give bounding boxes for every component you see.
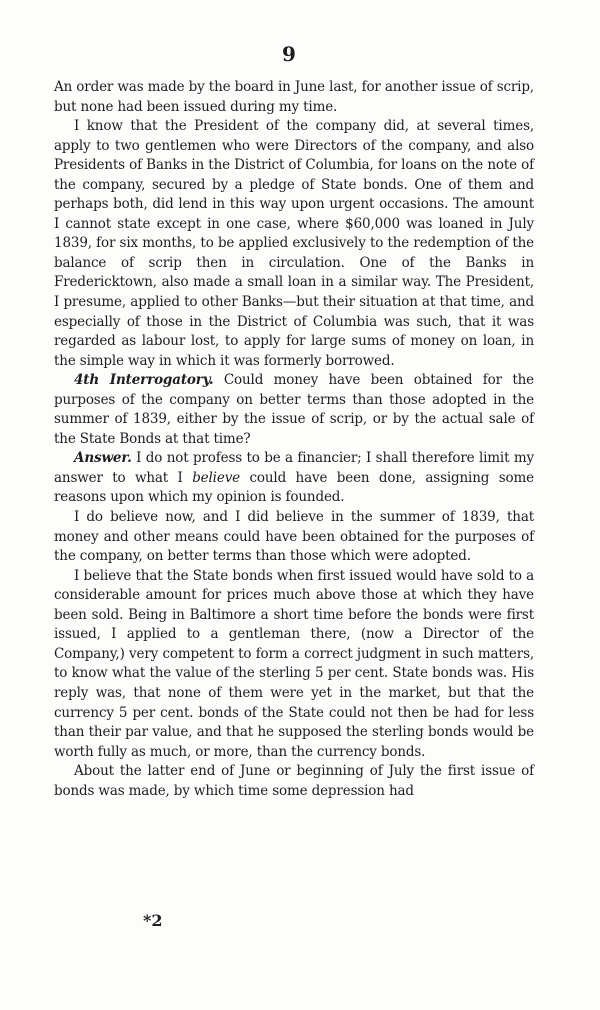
signature-mark: *2 (143, 911, 163, 930)
paragraph-text: I know that the President of the company did, at several times, apply to two gentlemen who were Directors of the company, and also Presidents of Banks in the District of Columbia, for loans on the note of the company, secured by a pledge of State bonds. One of them and perhaps both, did lend in this way upon urgent occasions. The amount I cannot state except in one case, where $60,000 was loaned in July 1839, for six months, to be applied exclusively to the redemption of the balance of scrip then in circulation. One of the Banks in Fredericktown, also made a small loan in a similar way. The President, I presume, applied to other Banks—but their situation at that time, and especially of those in the District of Columbia was such, that it was regarded as labour lost, to apply for large sums of money on loan, in the simple way in which it was formerly borrowed. (54, 118, 534, 369)
paragraph-text: I do not profess to be a financier; I shall therefore limit my answer to what I (54, 450, 534, 486)
paragraph-loans-on-note (54, 117, 534, 371)
paragraph-text: Could money have been obtained for the purposes of the company on better terms than those adopted in the summer of 1839, either by the issue of scrip, or by the actual sale of the State Bonds at that time? (54, 372, 534, 447)
paragraph-text: I do believe now, and I did believe in the summer of 1839, that money and other means could have been obtained for the purposes of the company, on better terms than those which were adopted. (54, 509, 534, 565)
paragraph-first-issue (54, 762, 534, 801)
paragraph-fourth-interrogatory (54, 371, 534, 449)
page-number: 9 (282, 42, 296, 66)
answer-label: Answer. (74, 450, 132, 467)
paragraph-better-terms (54, 508, 534, 567)
paragraph-answer (54, 449, 534, 508)
interrogatory-label: 4th Interrogatory. (74, 372, 214, 389)
paragraph-text: An order was made by the board in June last, for another issue of scrip, but none had been issued during my time. (54, 79, 534, 115)
paragraph-text: could have been done, assigning some reasons upon which my opinion is founded. (54, 469, 534, 506)
document-page (54, 42, 534, 801)
paragraph-order-of-scrip (54, 78, 534, 117)
paragraph-text: About the latter end of June or beginning of July the first issue of bonds was made, by which time some depression had (54, 763, 534, 799)
emphasis-believe: believe (192, 469, 241, 486)
paragraph-state-bonds (54, 567, 534, 762)
paragraph-text: I believe that the State bonds when first issued would have sold to a considerable amount for prices much above those at which they have been sold. Being in Baltimore a short time before the bonds were first issued, I applied to a gentleman there, (now a Director of the Company,) very competent to form a correct judgment in such matters, to know what the value of the sterling 5 per cent. State bonds was. His reply was, that none of them were yet in the market, but that the currency 5 per cent. bonds of the State could not then be had for less than their par value, and that he supposed the sterling bonds would be worth fully as much, or more, than the currency bonds. (54, 567, 534, 760)
